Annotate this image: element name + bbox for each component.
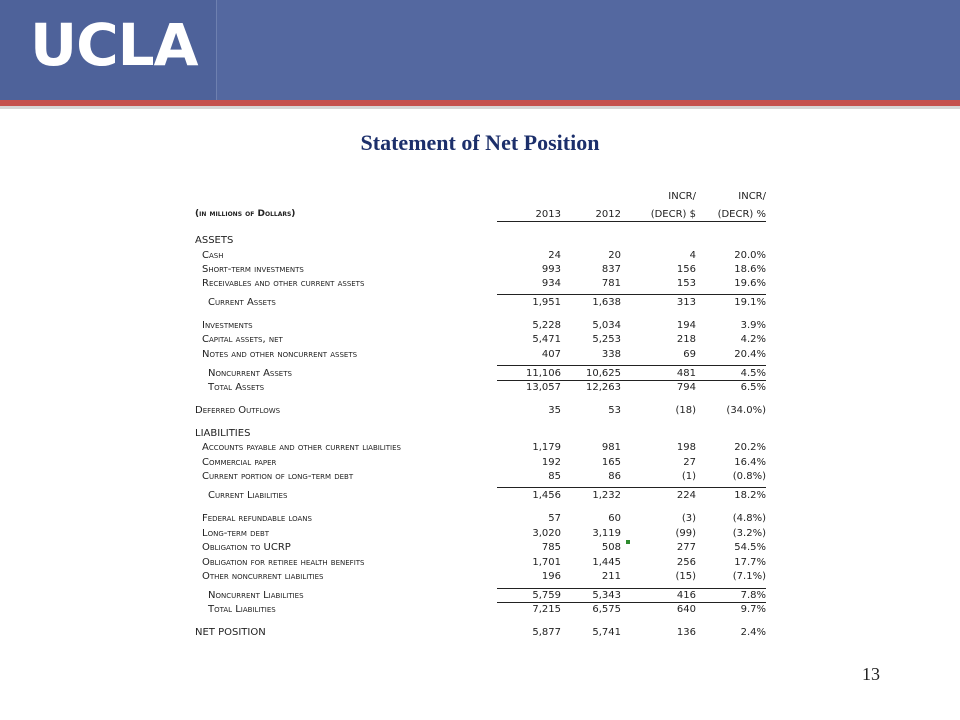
value-2013: 1,701 <box>532 557 561 568</box>
change-percent: (4.8%) <box>732 513 766 524</box>
change-dollar: 153 <box>676 278 696 289</box>
subtotal-rule <box>497 487 766 488</box>
change-percent: 54.5% <box>734 542 766 553</box>
value-2013: 5,877 <box>532 627 561 638</box>
change-dollar: 156 <box>676 264 696 275</box>
value-2012: 508 <box>601 542 621 553</box>
column-header-2012: 2012 <box>561 208 621 222</box>
value-2013: 1,456 <box>532 490 561 501</box>
change-dollar: (1) <box>681 471 696 482</box>
value-2012: 1,445 <box>592 557 621 568</box>
change-dollar: 136 <box>676 627 696 638</box>
header-top-cell: INCR/ <box>738 191 766 202</box>
row-label: Noncurrent Assets <box>208 368 292 379</box>
change-dollar: 416 <box>676 590 696 601</box>
table-row <box>195 367 770 381</box>
value-2012: 5,343 <box>592 590 621 601</box>
row-label: Current Liabilities <box>208 490 288 501</box>
table-row <box>195 512 770 526</box>
value-2013: 13,057 <box>526 382 561 393</box>
change-percent: 3.9% <box>740 320 766 331</box>
table-row <box>195 527 770 541</box>
row-label: Total Assets <box>208 382 265 393</box>
row-label: Investments <box>202 320 253 331</box>
change-dollar: 69 <box>683 349 696 360</box>
row-label: Commercial paper <box>202 457 277 468</box>
change-percent: 20.2% <box>734 442 766 453</box>
value-2013: 3,020 <box>532 528 561 539</box>
row-label: Total Liabilities <box>208 604 276 615</box>
value-2013: 5,471 <box>532 334 561 345</box>
value-2012: 5,253 <box>592 334 621 345</box>
ucla-logo: UCLA <box>30 11 198 79</box>
stray-mark <box>626 540 630 544</box>
value-2013: 993 <box>541 264 561 275</box>
value-2013: 192 <box>541 457 561 468</box>
header-shadow-stripe <box>0 106 960 109</box>
value-2013: 934 <box>541 278 561 289</box>
net-position-row <box>195 626 770 640</box>
value-2013: 1,179 <box>532 442 561 453</box>
table-row <box>195 277 770 291</box>
row-label: Capital assets, net <box>202 334 283 345</box>
table-row <box>195 333 770 347</box>
row-label: Receivables and other current assets <box>202 278 365 289</box>
value-2012: 10,625 <box>586 368 621 379</box>
value-2013: 1,951 <box>532 297 561 308</box>
page-number: 13 <box>862 664 880 684</box>
change-dollar: 256 <box>676 557 696 568</box>
row-label: Noncurrent Liabilities <box>208 590 304 601</box>
change-percent: 19.6% <box>734 278 766 289</box>
value-2013: 7,215 <box>532 604 561 615</box>
row-label: Cash <box>202 250 224 261</box>
row-label: Obligation for retiree health benefits <box>202 557 365 568</box>
change-percent: 9.7% <box>740 604 766 615</box>
row-label: Current Assets <box>208 297 276 308</box>
table-header-top <box>195 190 770 204</box>
change-dollar: 27 <box>683 457 696 468</box>
table-row <box>195 470 770 484</box>
table-row <box>195 441 770 455</box>
value-2012: 211 <box>601 571 621 582</box>
change-dollar: 481 <box>676 368 696 379</box>
value-2013: 57 <box>548 513 561 524</box>
change-percent: 4.2% <box>740 334 766 345</box>
table-row <box>195 541 770 555</box>
change-percent: 16.4% <box>734 457 766 468</box>
row-label: Long-term debt <box>202 528 270 539</box>
table-row <box>195 296 770 310</box>
table-row <box>195 456 770 470</box>
value-2013: 5,759 <box>532 590 561 601</box>
value-2012: 53 <box>608 405 621 416</box>
row-label: Obligation to UCRP <box>202 542 291 553</box>
value-2012: 86 <box>608 471 621 482</box>
change-dollar: 194 <box>676 320 696 331</box>
change-dollar: 218 <box>676 334 696 345</box>
change-dollar: 198 <box>676 442 696 453</box>
change-percent: 6.5% <box>740 382 766 393</box>
change-percent: (34.0%) <box>726 405 766 416</box>
table-row <box>195 589 770 603</box>
value-2012: 5,741 <box>592 627 621 638</box>
change-percent: 19.1% <box>734 297 766 308</box>
header-bar <box>0 0 960 100</box>
table-row <box>195 249 770 263</box>
section-heading-assets <box>195 234 770 248</box>
change-percent: (7.1%) <box>732 571 766 582</box>
change-dollar: 794 <box>676 382 696 393</box>
value-2012: 5,034 <box>592 320 621 331</box>
row-label: ASSETS <box>195 235 234 246</box>
value-2013: 35 <box>548 405 561 416</box>
column-header-2013: 2013 <box>497 208 561 222</box>
row-label: Notes and other noncurrent assets <box>202 349 358 360</box>
value-2012: 1,638 <box>592 297 621 308</box>
value-2012: 20 <box>608 250 621 261</box>
change-percent: 17.7% <box>734 557 766 568</box>
value-2012: 837 <box>601 264 621 275</box>
column-header-incr-percent: (DECR) % <box>696 208 766 222</box>
change-percent: 18.2% <box>734 490 766 501</box>
table-row <box>195 603 770 617</box>
table-row <box>195 489 770 503</box>
row-label: NET POSITION <box>195 627 266 638</box>
table-row <box>195 348 770 362</box>
value-2012: 1,232 <box>592 490 621 501</box>
row-label: Short-term investments <box>202 264 304 275</box>
change-dollar: (15) <box>675 571 696 582</box>
value-2013: 5,228 <box>532 320 561 331</box>
value-2012: 781 <box>601 278 621 289</box>
change-percent: 7.8% <box>740 590 766 601</box>
table-row <box>195 570 770 584</box>
value-2012: 338 <box>601 349 621 360</box>
change-percent: 18.6% <box>734 264 766 275</box>
change-percent: 20.0% <box>734 250 766 261</box>
value-2012: 981 <box>601 442 621 453</box>
subtotal-rule <box>497 294 766 295</box>
change-dollar: (99) <box>675 528 696 539</box>
header-top-cell: INCR/ <box>668 191 696 202</box>
table-header <box>195 208 770 222</box>
change-dollar: 640 <box>676 604 696 615</box>
value-2013: 785 <box>541 542 561 553</box>
change-dollar: (3) <box>681 513 696 524</box>
change-dollar: 313 <box>676 297 696 308</box>
value-2013: 24 <box>548 250 561 261</box>
value-2013: 11,106 <box>526 368 561 379</box>
logo-box <box>0 0 217 100</box>
change-percent: 20.4% <box>734 349 766 360</box>
section-heading-liabilities <box>195 427 770 441</box>
subtotal-rule <box>497 365 766 366</box>
table-row <box>195 319 770 333</box>
change-percent: 4.5% <box>740 368 766 379</box>
row-label: Current portion of long-term debt <box>202 471 354 482</box>
value-2013: 85 <box>548 471 561 482</box>
value-2012: 6,575 <box>592 604 621 615</box>
row-label: Other noncurrent liabilities <box>202 571 324 582</box>
change-dollar: 277 <box>676 542 696 553</box>
value-2012: 3,119 <box>592 528 621 539</box>
table-row <box>195 556 770 570</box>
row-label: LIABILITIES <box>195 428 251 439</box>
unit-label: (in millions of Dollars) <box>195 209 296 219</box>
change-dollar: 224 <box>676 490 696 501</box>
value-2012: 60 <box>608 513 621 524</box>
row-label: Deferred Outflows <box>195 405 281 416</box>
value-2012: 12,263 <box>586 382 621 393</box>
change-percent: 2.4% <box>740 627 766 638</box>
row-label: Accounts payable and other current liabilities <box>202 442 401 453</box>
change-percent: (0.8%) <box>732 471 766 482</box>
change-percent: (3.2%) <box>732 528 766 539</box>
table-row <box>195 381 770 395</box>
value-2013: 196 <box>541 571 561 582</box>
change-dollar: (18) <box>675 405 696 416</box>
value-2013: 407 <box>541 349 561 360</box>
slide-title: Statement of Net Position <box>360 130 600 155</box>
table-row <box>195 263 770 277</box>
table-row <box>195 404 770 418</box>
value-2012: 165 <box>601 457 621 468</box>
row-label: Federal refundable loans <box>202 513 312 524</box>
column-header-incr-dollar: (DECR) $ <box>621 208 696 222</box>
change-dollar: 4 <box>689 250 696 261</box>
